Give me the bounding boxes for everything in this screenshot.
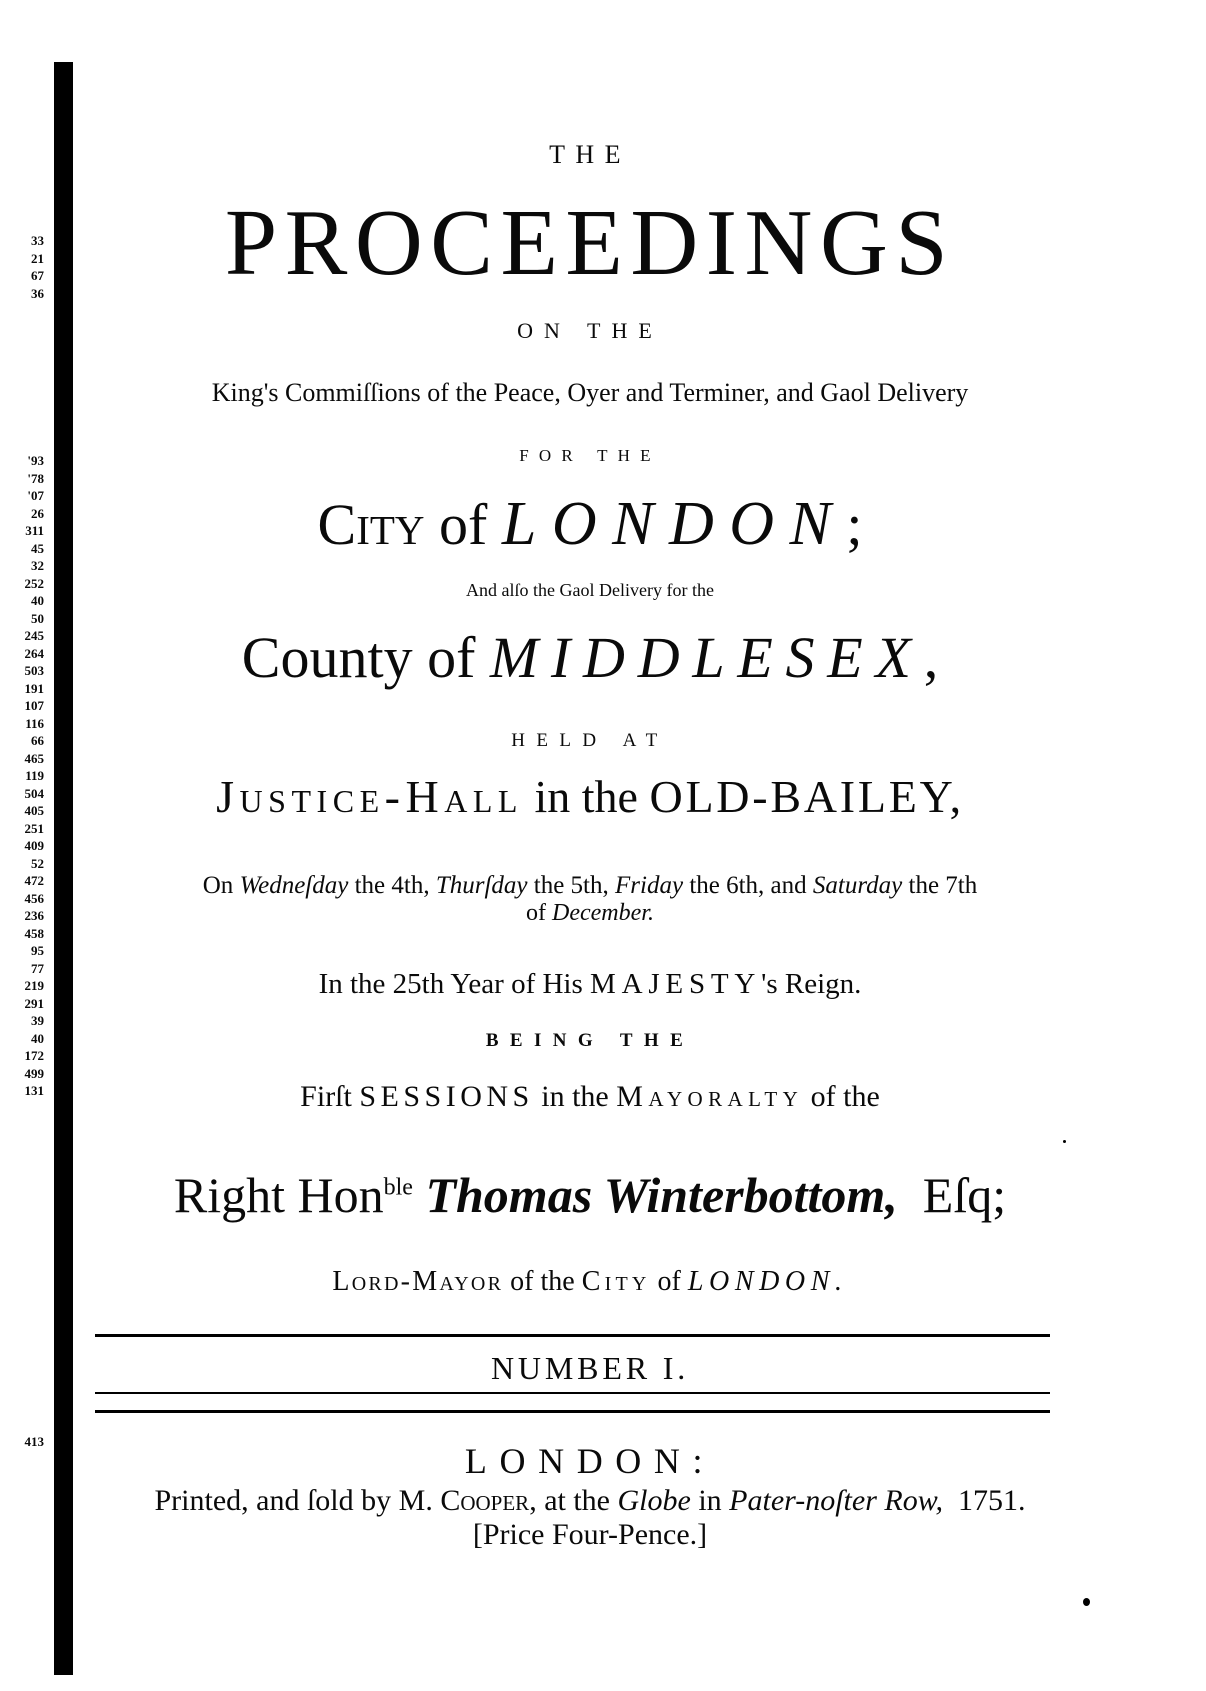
title-page xyxy=(95,0,1085,1691)
margin-number: 456 xyxy=(24,890,44,906)
text: Cooper xyxy=(440,1484,530,1517)
city-of-london xyxy=(95,490,1085,558)
heading-on-the: ON THE xyxy=(517,318,663,343)
text: of xyxy=(526,900,547,926)
margin-number: 465 xyxy=(24,750,44,766)
margin-number: '07 xyxy=(27,488,44,503)
margin-number: 219 xyxy=(24,978,44,993)
in-the-word: in the xyxy=(534,771,638,822)
rule-double-1 xyxy=(95,1392,1050,1394)
margin-number: 458 xyxy=(24,925,44,941)
text: In the 25th Year of His xyxy=(318,968,583,1000)
day-saturday: Saturday xyxy=(812,872,903,899)
text: of the xyxy=(510,1266,575,1297)
county-of-word: County of xyxy=(241,625,476,690)
mayor-name: Thomas Winterbottom, xyxy=(425,1167,898,1223)
text: Right Hon xyxy=(173,1167,384,1223)
text: Pater-noſter Row, xyxy=(729,1484,943,1517)
justice-hall-line xyxy=(95,772,1085,823)
margin-number: 116 xyxy=(25,715,44,731)
heading-for-the: FOR THE xyxy=(519,446,661,465)
margin-number: 504 xyxy=(24,785,44,801)
middlesex-word: MIDDLESEX xyxy=(489,625,924,690)
margin-number: 21 xyxy=(31,250,44,266)
ink-speck xyxy=(1083,1598,1090,1606)
text: in the xyxy=(541,1080,609,1113)
margin-number: '78 xyxy=(27,470,44,486)
justice-hall-word: Justice-Hall xyxy=(216,771,523,822)
margin-number: 26 xyxy=(31,505,44,521)
day-friday: Friday xyxy=(615,872,684,899)
margin-number: 32 xyxy=(31,558,44,573)
margin-number: 107 xyxy=(24,698,44,713)
text: the 5th, xyxy=(533,872,609,899)
margin-numbers-group-1 xyxy=(0,232,44,302)
margin-number: 264 xyxy=(24,645,44,661)
margin-number: 499 xyxy=(24,1065,44,1081)
margin-number: 52 xyxy=(31,855,44,871)
day-wednesday: Wedneſday xyxy=(239,872,349,899)
mayor-name-line xyxy=(95,1168,1085,1223)
margin-number: 409 xyxy=(24,838,44,853)
margin-number: 252 xyxy=(24,575,44,591)
margin-number: 191 xyxy=(24,680,44,696)
heading-proceedings: PROCEEDINGS xyxy=(224,191,956,295)
rule-double-2 xyxy=(95,1410,1050,1413)
text: 1751. xyxy=(957,1484,1026,1517)
month-december: December. xyxy=(552,900,654,926)
margin-number: 172 xyxy=(24,1048,44,1063)
text: LONDON. xyxy=(687,1266,848,1297)
day-thursday: Thurſday xyxy=(435,872,528,899)
margin-number: 40 xyxy=(31,593,44,608)
margin-number: 33 xyxy=(31,233,44,248)
margin-number: 36 xyxy=(31,285,44,301)
imprint-price: [Price Four-Pence.] xyxy=(472,1518,708,1551)
text: Globe xyxy=(617,1484,691,1517)
commissions-line: King's Commiſſions of the Peace, Oyer and Terminer, and Gaol Delivery xyxy=(211,378,969,407)
mayoralty-word: Mayoralty xyxy=(616,1080,804,1113)
text: the 6th, and xyxy=(689,872,807,899)
margin-number: 39 xyxy=(31,1013,44,1028)
margin-number: 413 xyxy=(24,1434,44,1449)
margin-number: 503 xyxy=(24,663,44,678)
text: the 4th, xyxy=(354,872,430,899)
margin-number: '93 xyxy=(27,453,44,468)
heading-the: THE xyxy=(549,140,631,169)
margin-number: 45 xyxy=(31,540,44,556)
margin-numbers-group-3 xyxy=(0,1433,44,1451)
margin-numbers-group-2 xyxy=(0,452,44,1100)
text: City xyxy=(581,1266,651,1297)
sessions-word: SESSIONS xyxy=(359,1080,534,1113)
margin-number: 119 xyxy=(25,768,44,783)
number-line: NUMBER I. xyxy=(490,1350,690,1386)
margin-number: 251 xyxy=(24,820,44,836)
text: Lord-Mayor xyxy=(332,1266,504,1297)
superscript: ble xyxy=(383,1174,413,1201)
text: in xyxy=(698,1484,722,1517)
binding-edge xyxy=(54,62,73,1675)
text: the 7th xyxy=(908,872,978,899)
margin-number: 311 xyxy=(25,523,44,538)
margin-number: 405 xyxy=(24,803,44,818)
dates-line-2 xyxy=(95,900,1085,927)
of-word: of xyxy=(439,492,488,557)
margin-number: 77 xyxy=(31,960,44,976)
margin-number: 40 xyxy=(31,1030,44,1046)
imprint-printer-line xyxy=(95,1484,1085,1518)
text: , at the xyxy=(529,1484,610,1517)
reign-line xyxy=(95,968,1085,1001)
punct: ; xyxy=(846,492,863,557)
rule-top xyxy=(95,1334,1050,1337)
majesty-word: MAJESTY xyxy=(590,968,762,1000)
margin-number: 131 xyxy=(24,1083,44,1098)
london-word: LONDON xyxy=(501,490,847,558)
dates-line xyxy=(95,872,1085,900)
margin-number: 236 xyxy=(24,908,44,923)
being-the: BEING THE xyxy=(485,1030,695,1051)
margin-number: 50 xyxy=(31,610,44,626)
lord-mayor-line xyxy=(95,1266,1085,1298)
text: of the xyxy=(810,1080,880,1113)
held-at: HELD AT xyxy=(511,730,669,751)
imprint-london: LONDON: xyxy=(464,1441,716,1481)
text: Firſt xyxy=(300,1080,352,1113)
margin-number: 67 xyxy=(31,268,44,283)
margin-number: 472 xyxy=(24,873,44,888)
text: of xyxy=(657,1266,681,1297)
text: Eſq; xyxy=(922,1167,1007,1223)
sessions-line xyxy=(95,1080,1085,1114)
margin-number: 95 xyxy=(31,943,44,958)
county-of-middlesex xyxy=(95,626,1085,690)
text: On xyxy=(202,872,234,899)
margin-number: 291 xyxy=(24,995,44,1011)
punct: , xyxy=(923,625,939,690)
old-bailey-word: OLD-BAILEY, xyxy=(649,771,964,822)
also-gaol-line: And alſo the Gaol Delivery for the xyxy=(466,580,714,600)
text: 's Reign. xyxy=(761,968,862,1000)
ink-speck xyxy=(1063,1140,1066,1143)
margin-number: 66 xyxy=(31,733,44,748)
text: Printed, and ſold by M. xyxy=(154,1484,433,1517)
margin-number: 245 xyxy=(24,628,44,643)
city-word: City xyxy=(317,492,425,557)
